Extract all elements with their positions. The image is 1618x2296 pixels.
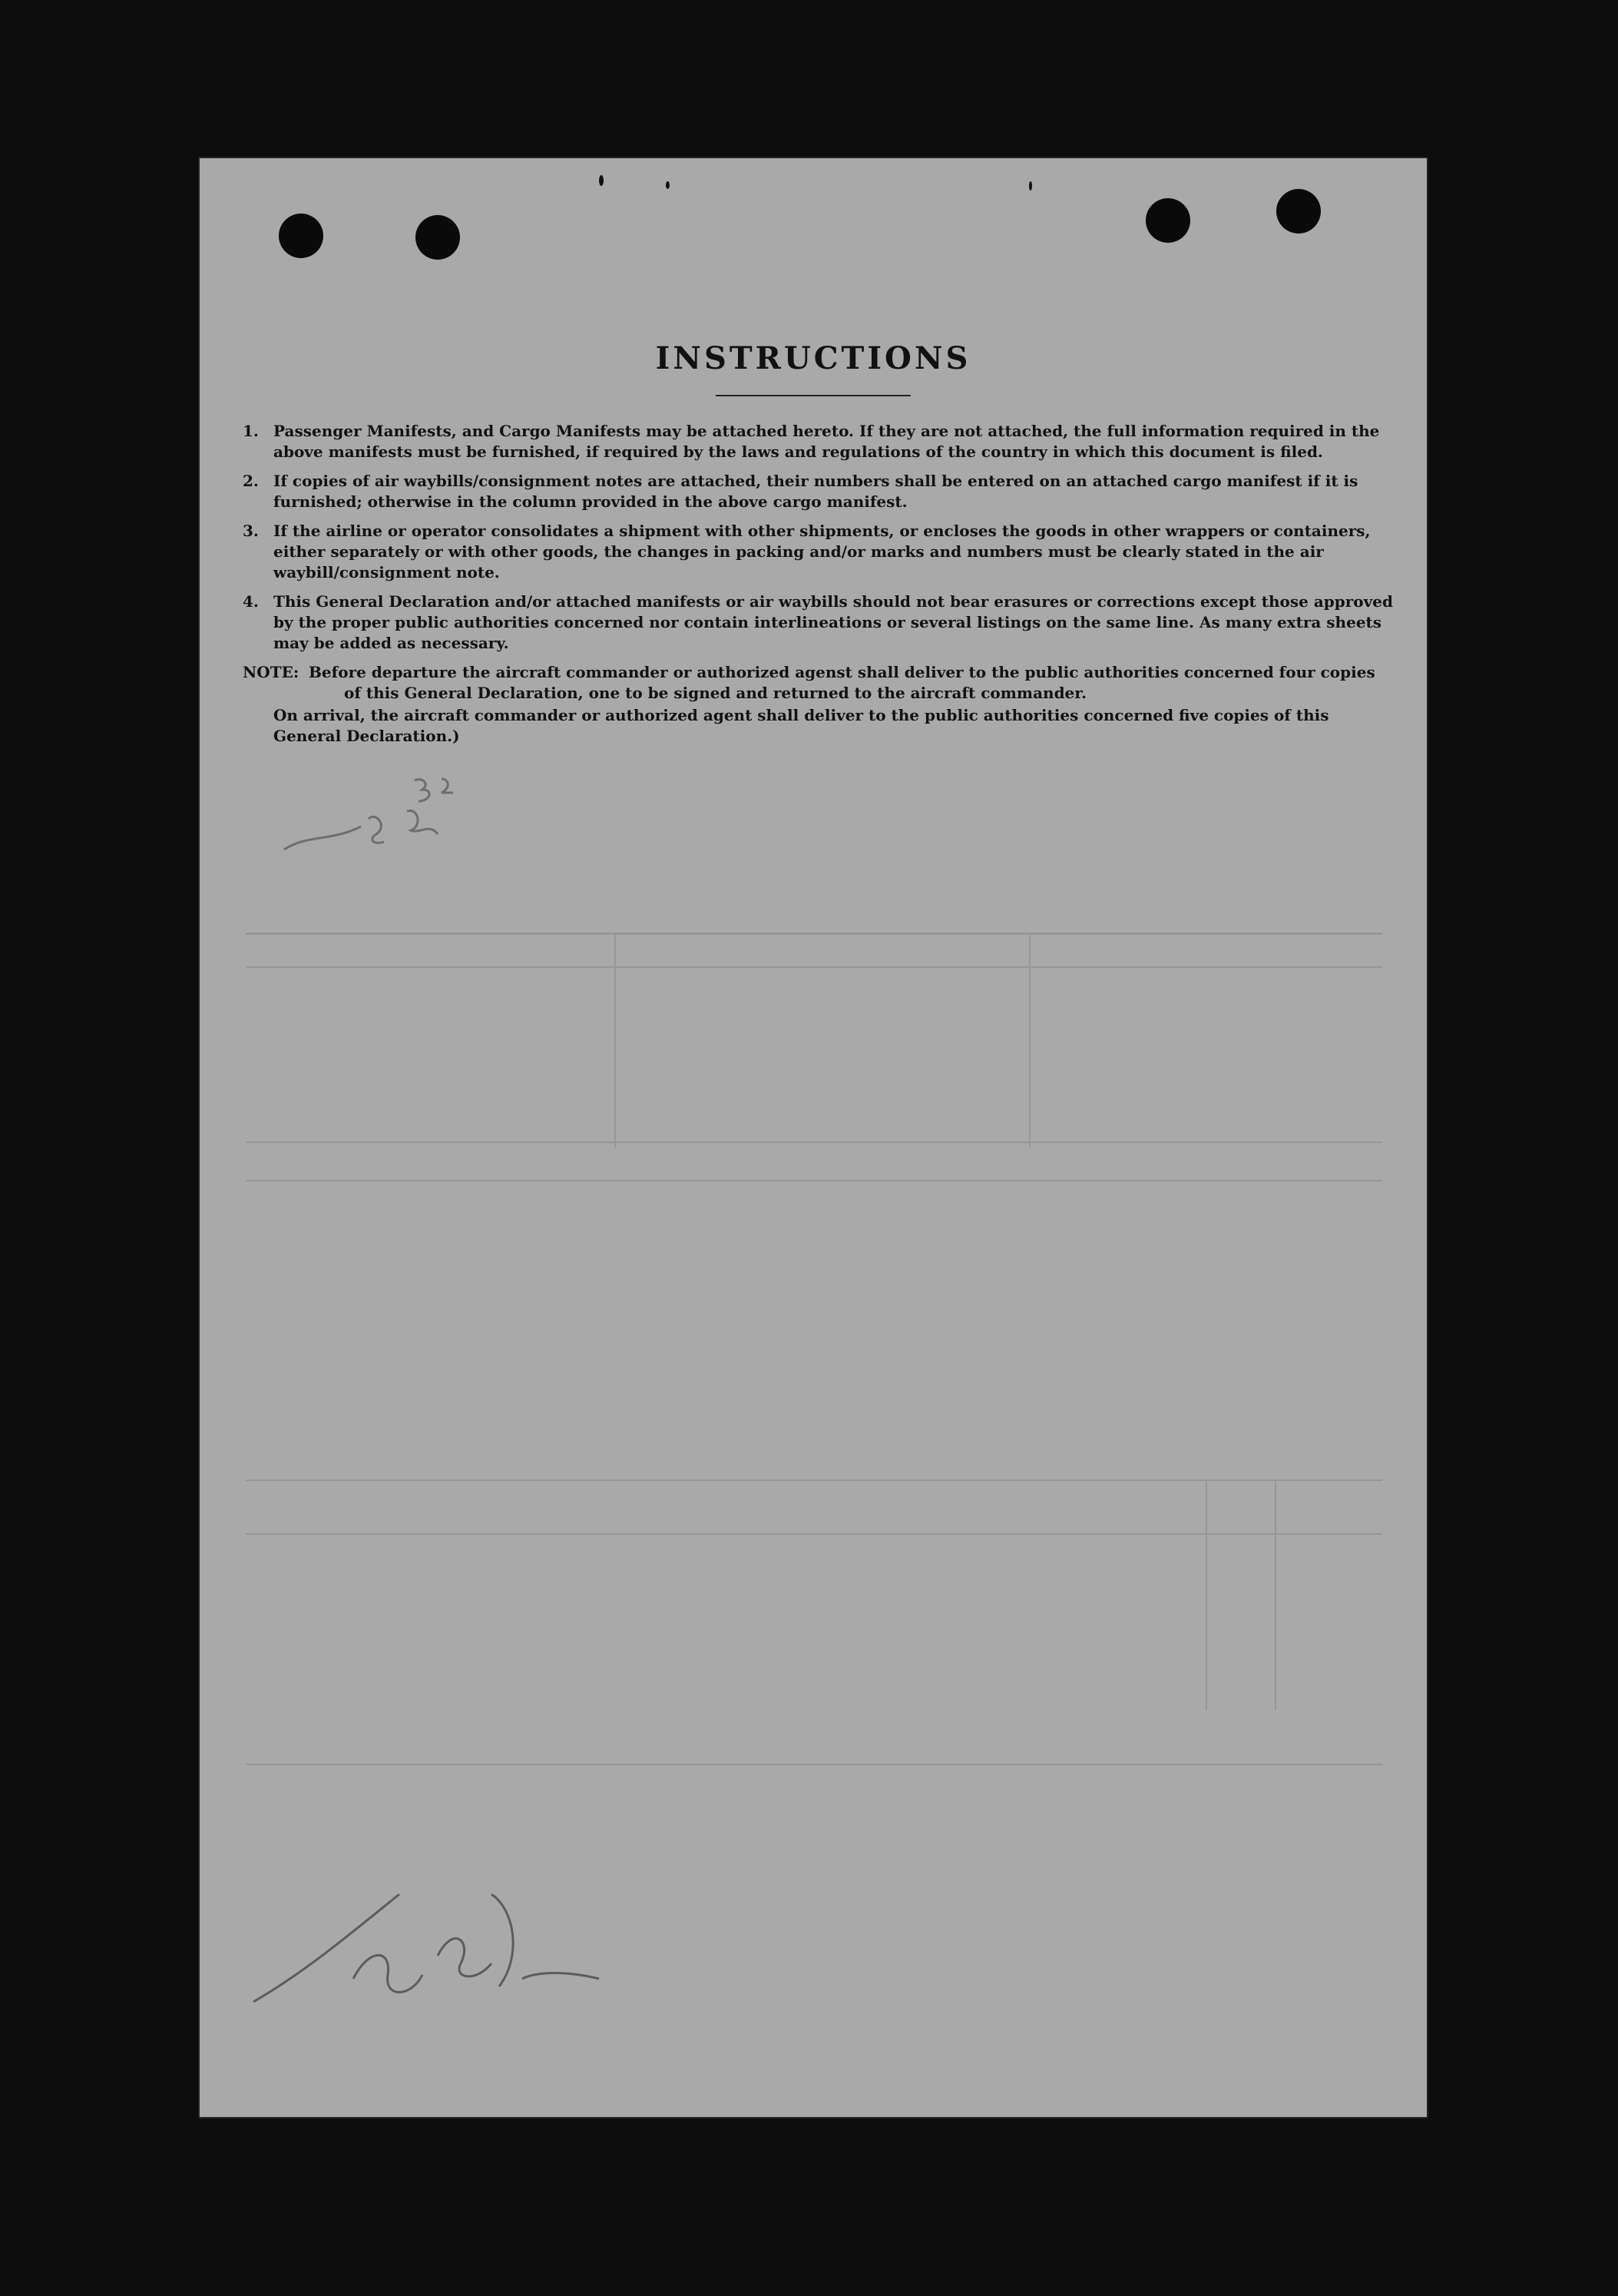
- document-page: [200, 158, 1427, 2117]
- handwritten-mark: [276, 773, 476, 865]
- instruction-item: [243, 421, 1395, 462]
- bleed-through-rule: [246, 1764, 1382, 1765]
- instruction-text: If the airline or operator consolidates a shipment with other shipments, or encloses the goods in other wrappers or containers, either separately or with other goods, the changes in packing and/or marks and numbers must be clearly stated in the air waybill/consignment note.: [273, 522, 1371, 581]
- note-departure: [309, 662, 1395, 704]
- punch-hole: [1276, 189, 1321, 234]
- instruction-item: [243, 521, 1395, 583]
- instruction-text: Passenger Manifests, and Cargo Manifests may be attached hereto. If they are not attached, the full information required in the above manifests must be furnished, if required by the laws and regulations of the country in which this document is filed.: [273, 422, 1380, 461]
- title-underline: [716, 395, 911, 396]
- bleed-through-rule: [1275, 1479, 1276, 1710]
- bleed-through-rule: [246, 933, 1382, 935]
- instruction-number: 2.: [243, 472, 259, 490]
- punch-hole: [1146, 198, 1190, 243]
- note-arrival-text: On arrival, the aircraft commander or authorized agent shall deliver to the public authorities concerned five copies of this General Declaration.): [273, 706, 1329, 745]
- ink-speck: [1029, 181, 1032, 191]
- instructions-list: [243, 421, 1395, 747]
- bleed-through-rule: [614, 933, 616, 1148]
- bleed-through-rule: [1206, 1479, 1207, 1710]
- instruction-text: This General Declaration and/or attached manifests or air waybills should not bear erasures or corrections except those approved by the proper public authorities concerned nor contain interlineations or several listings on the same line. As many extra sheets may be added as necessary.: [273, 592, 1393, 652]
- instruction-text: If copies of air waybills/consignment notes are attached, their numbers shall be entered on an attached cargo manifest if it is furnished; otherwise in the column provided in the above cargo manifest.: [273, 472, 1358, 511]
- instruction-item: [243, 591, 1395, 654]
- instruction-item: [243, 471, 1395, 512]
- bleed-through-rule: [246, 1479, 1382, 1481]
- note-arrival: [273, 705, 1395, 747]
- instruction-number: 1.: [243, 422, 259, 440]
- ink-speck: [666, 181, 670, 189]
- note-label: NOTE:: [243, 663, 299, 681]
- punch-hole: [279, 214, 323, 258]
- bleed-through-rule: [246, 966, 1382, 968]
- bleed-through-rule: [246, 1533, 1382, 1535]
- punch-hole: [415, 215, 460, 260]
- signature-mark: [246, 1864, 645, 2017]
- ink-speck: [599, 175, 604, 186]
- instruction-number: 4.: [243, 592, 259, 611]
- bleed-through-rule: [246, 1180, 1382, 1181]
- page-title: INSTRUCTIONS: [655, 340, 971, 376]
- instruction-number: 3.: [243, 522, 259, 540]
- bleed-through-rule: [246, 1141, 1382, 1143]
- note-block: [243, 662, 1395, 747]
- bleed-through-rule: [1029, 933, 1031, 1148]
- note-departure-text: Before departure the aircraft commander or authorized agenst shall deliver to the public authorities concerned four copies of this General Declaration, one to be signed and returned to the aircraft commander.: [309, 663, 1375, 702]
